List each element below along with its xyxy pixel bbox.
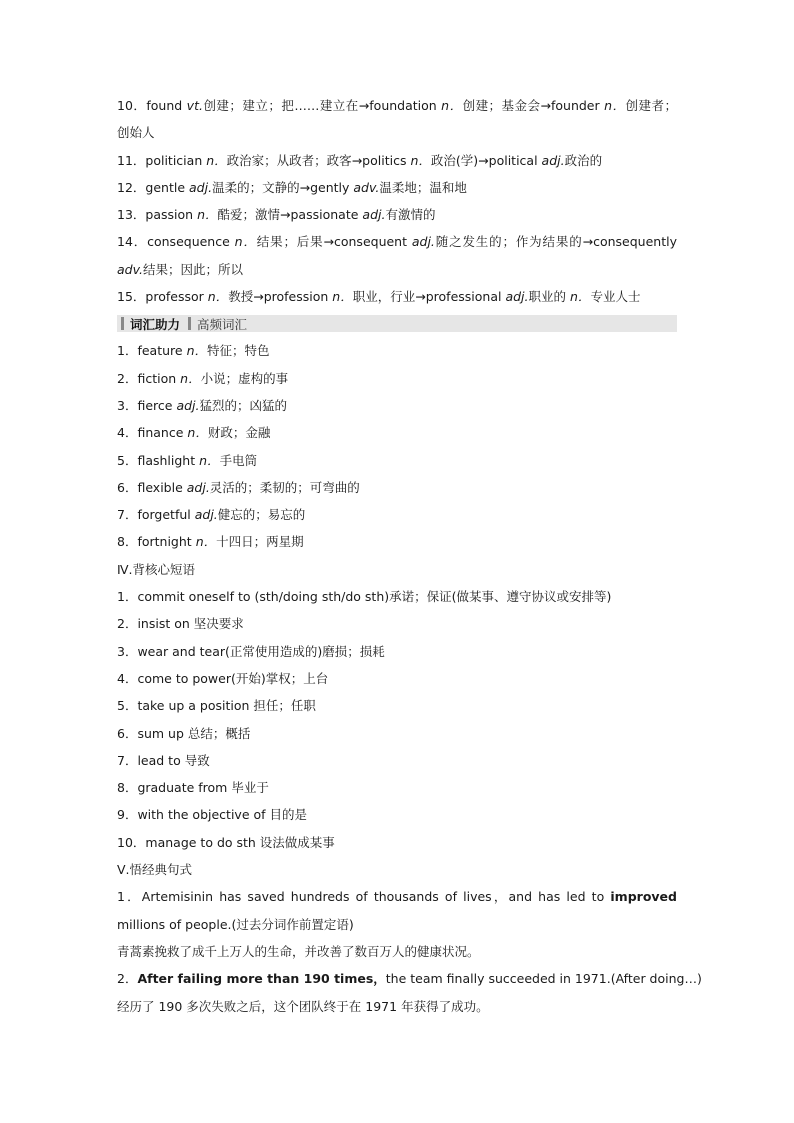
text-segment: adv. — [353, 179, 380, 195]
text-segment: → — [540, 98, 551, 113]
text-segment: 13． — [117, 207, 146, 223]
sentence-english — [117, 883, 677, 910]
vocab-entry-continued — [117, 119, 677, 146]
text-segment: consequently — [593, 234, 677, 250]
vocab-entry — [117, 201, 677, 228]
list-item — [117, 474, 677, 501]
text-segment: n． — [195, 534, 217, 550]
text-segment: adj. — [541, 152, 565, 168]
list-item — [117, 419, 677, 446]
text-segment: adj. — [505, 289, 529, 305]
text-segment: 创建；基金会 — [462, 98, 541, 113]
text-segment: politician — [145, 152, 203, 168]
list-item: 1．commit oneself to (sth/doing sth/do sth)承诺；保证(做某事、遵守协议或安排等) — [117, 589, 612, 605]
text-segment: improved — [610, 889, 677, 905]
list-item: 4．come to power(开始)掌权；上台 — [117, 670, 329, 686]
high-frequency-list — [117, 337, 677, 555]
list-item — [117, 365, 677, 392]
text-segment: 8． — [117, 534, 138, 550]
text-segment: politics — [362, 152, 407, 168]
text-segment: 健忘的；易忘的 — [217, 507, 306, 523]
text-segment: flashlight — [137, 452, 196, 468]
text-segment: 温柔的；文静的 — [212, 179, 300, 195]
text-segment: n． — [410, 152, 431, 168]
vocab-entry — [117, 228, 677, 255]
text-segment: n． — [604, 98, 626, 113]
text-segment: 12． — [117, 179, 146, 195]
text-segment: 1． — [117, 343, 138, 359]
text-segment: the team finally succeeded in 1971.(After doing…) — [385, 971, 702, 987]
text-segment: → — [351, 152, 363, 168]
text-segment: gentle — [145, 179, 186, 195]
text-segment: 十四日；两星期 — [216, 534, 304, 550]
sentence-example-2 — [117, 965, 702, 1020]
text-segment: 职业的 — [528, 289, 567, 305]
text-segment: adj. — [186, 479, 210, 495]
text-segment: n． — [332, 289, 353, 305]
text-segment: adj. — [362, 207, 386, 223]
text-segment: profession — [263, 289, 329, 305]
text-segment: professor — [145, 289, 204, 305]
banner-title: 词汇助力 — [130, 316, 181, 332]
banner-bar-icon — [121, 317, 124, 330]
text-segment: 10． — [117, 98, 147, 113]
banner-divider-icon — [188, 317, 191, 330]
vocab-derivation-list — [117, 92, 677, 310]
sentence-english — [117, 965, 702, 992]
list-item: 9．with the objective of 目的是 — [117, 807, 308, 823]
sentence-example-1 — [117, 883, 677, 965]
text-segment: n． — [180, 370, 201, 386]
phrases-heading: Ⅳ.背核心短语 — [117, 561, 196, 577]
text-segment: → — [415, 289, 426, 305]
text-segment: found — [146, 98, 183, 113]
text-segment: 有激情的 — [385, 207, 436, 223]
text-segment: consequence — [147, 234, 230, 250]
text-segment: consequent — [333, 234, 408, 250]
text-segment: adj. — [411, 234, 435, 250]
text-segment: 11． — [117, 152, 146, 168]
text-segment: 政治(学) — [430, 152, 479, 168]
text-segment: adv. — [117, 261, 143, 277]
text-segment: 创始人 — [117, 125, 155, 141]
section-banner — [117, 315, 677, 332]
list-item: 5．take up a position 担任；任职 — [117, 698, 316, 714]
text-segment: 政治家；从政者；政客 — [226, 152, 352, 168]
text-segment: 结果；因此；所以 — [142, 261, 243, 277]
text-segment: political — [488, 152, 538, 168]
text-segment: flexible — [137, 479, 183, 495]
text-segment: 2． — [117, 370, 138, 386]
text-segment: → — [358, 98, 370, 113]
text-segment: 政治的 — [564, 152, 603, 168]
text-segment: After failing more than 190 times， — [137, 971, 386, 987]
text-segment: → — [582, 234, 594, 250]
text-segment: founder — [550, 98, 600, 113]
text-segment: 创建；建立；把……建立在 — [202, 98, 359, 113]
text-segment: 教授 — [228, 289, 254, 305]
sentences-heading: Ⅴ.悟经典句式 — [117, 862, 193, 878]
sentence-english-continued: millions of people.(过去分词作前置定语) — [117, 916, 354, 932]
text-segment: → — [253, 289, 264, 305]
text-segment: 4． — [117, 425, 138, 441]
text-segment: finance — [137, 425, 184, 441]
text-segment: n． — [197, 207, 218, 223]
text-segment: fiction — [137, 370, 177, 386]
text-segment: adj. — [189, 179, 213, 195]
vocab-entry — [117, 147, 677, 174]
banner-subtitle: 高频词汇 — [197, 316, 248, 332]
text-segment: 随之发生的；作为结果的 — [434, 234, 583, 250]
list-item: 8．graduate from 毕业于 — [117, 780, 269, 796]
list-item: 2．insist on 坚决要求 — [117, 616, 244, 632]
list-item: 10．manage to do sth 设法做成某事 — [117, 834, 335, 850]
text-segment: 15． — [117, 289, 146, 305]
text-segment: → — [478, 152, 489, 168]
text-segment: 职业，行业 — [352, 289, 416, 305]
text-segment: n． — [186, 343, 208, 359]
text-segment: → — [280, 207, 291, 223]
text-segment: fierce — [137, 397, 173, 413]
sentence-translation: 经历了 190 多次失败之后，这个团队终于在 1971 年获得了成功。 — [117, 998, 489, 1014]
text-segment: 温柔地；温和地 — [379, 179, 467, 195]
vocab-entry-continued — [117, 256, 677, 283]
text-segment: 7． — [117, 507, 138, 523]
text-segment: vt. — [186, 98, 203, 113]
text-segment: passionate — [290, 207, 359, 223]
text-segment: fortnight — [137, 534, 192, 550]
list-item: 7．lead to 导致 — [117, 752, 210, 768]
text-segment: 结果；后果 — [256, 234, 324, 250]
text-segment: n． — [234, 234, 257, 250]
text-segment: passion — [145, 207, 194, 223]
text-segment: 财政；金融 — [207, 425, 271, 441]
list-item — [117, 501, 677, 528]
text-segment: feature — [137, 343, 183, 359]
text-segment: 小说；虚构的事 — [200, 370, 289, 386]
text-segment: 灵活的；柔韧的；可弯曲的 — [209, 479, 360, 495]
vocab-entry — [117, 174, 677, 201]
text-segment: → — [299, 179, 311, 195]
text-segment: 专业人士 — [590, 289, 641, 305]
text-segment: n． — [199, 452, 220, 468]
list-item: 6．sum up 总结；概括 — [117, 725, 251, 741]
text-segment: n． — [206, 152, 227, 168]
text-segment: n． — [441, 98, 463, 113]
text-segment: gently — [310, 179, 350, 195]
text-segment: n． — [207, 289, 229, 305]
text-segment: 5． — [117, 452, 138, 468]
text-segment: 特征；特色 — [207, 343, 270, 359]
list-item: 3．wear and tear(正常使用造成的)磨损；损耗 — [117, 643, 385, 659]
vocab-entry — [117, 283, 677, 310]
text-segment: adj. — [176, 397, 200, 413]
text-segment: 14． — [117, 234, 148, 250]
list-item — [117, 337, 677, 364]
vocab-entry — [117, 92, 677, 119]
text-segment: 3． — [117, 397, 138, 413]
text-segment: 酷爱；激情 — [217, 207, 281, 223]
text-segment: 6． — [117, 479, 138, 495]
text-segment: n． — [570, 289, 591, 305]
text-segment: 创建者； — [625, 98, 677, 113]
list-item — [117, 392, 677, 419]
text-segment: adj. — [194, 507, 218, 523]
phrases-list — [117, 583, 677, 856]
text-segment: 手电筒 — [219, 452, 258, 468]
text-segment: n． — [187, 425, 208, 441]
text-segment: → — [323, 234, 334, 250]
text-segment: foundation — [369, 98, 437, 113]
text-segment: 2． — [117, 971, 138, 987]
list-item — [117, 447, 677, 474]
text-segment: 猛烈的；凶猛的 — [199, 397, 287, 413]
text-segment: 1．Artemisinin has saved hundreds of thousands of lives，and has led to — [117, 889, 605, 905]
list-item — [117, 528, 677, 555]
document-page — [117, 92, 702, 1020]
sentence-translation: 青蒿素挽救了成千上万人的生命，并改善了数百万人的健康状况。 — [117, 943, 480, 959]
text-segment: professional — [425, 289, 502, 305]
text-segment: forgetful — [137, 507, 191, 523]
